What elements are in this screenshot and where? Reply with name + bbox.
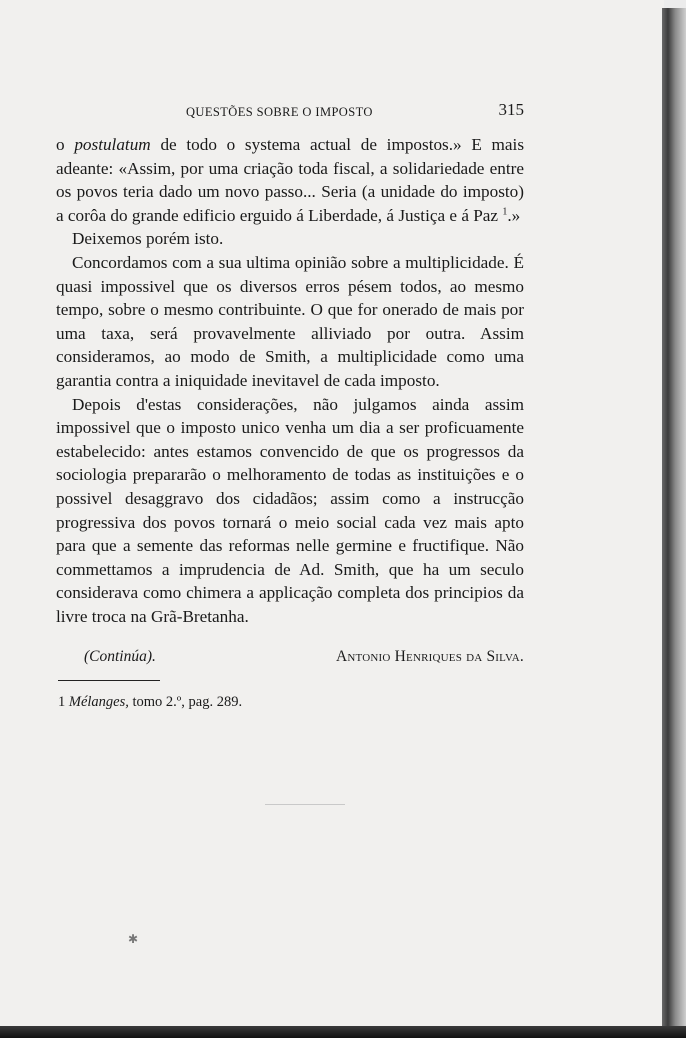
book-binding-edge xyxy=(662,8,686,1038)
p1-close: .» xyxy=(507,205,521,225)
page-number: 315 xyxy=(498,100,524,119)
p1-italic-term: postulatum xyxy=(74,135,151,154)
footnote-rule xyxy=(58,680,160,681)
bleed-through-rule xyxy=(265,804,345,805)
paragraph-1 xyxy=(56,133,524,227)
running-head: QUESTÕES SOBRE O IMPOSTO xyxy=(186,105,373,119)
author-signature: Antonio Henriques da Silva. xyxy=(336,648,524,665)
footnote-reference: 1 xyxy=(502,206,508,218)
paragraph-4: Depois d'estas considerações, não julgamos ainda assim impossivel que o imposto unico venha um dia a ser proficuamente estabelecido: antes estamos convencido de que os progressos da sociologia prepararão o melhoramento de todas as instituições e o possivel desaggravo dos cidadãos; assim como a instrucção progressiva dos povos tornará o meio social cada vez mais apto para que a semente das reformas nelle germine e fructifique. Não commettamos a imprudencia de Ad. Smith, que ha um seculo considerava como chimera a applicação completa dos principios da livre troca na Grã-Bretanha. xyxy=(56,394,524,626)
signature-row xyxy=(56,648,524,670)
footnote-number: 1 xyxy=(58,694,66,710)
p1-word: o xyxy=(56,135,65,154)
paragraph-2: Deixemos porém isto. xyxy=(72,229,224,249)
p1-text: de todo o systema actual de impostos.» E mais adeante: «Assim, por uma criação toda fiscal, a solidariedade entre os povos teria dado um novo passo... Seria (a unidade do imposto) a corôa do grande edificio erguido á Liberdade, á Justiça e á Paz xyxy=(56,135,525,225)
paragraph-3: Concordamos com a sua ultima opinião sobre a multiplicidade. É quasi impossivel que os diversos erros pésem todos, ao mesmo tempo, sobre o mesmo contribuinte. O que for onerado de mais por uma taxa, será provavelmente alliviado por outra. Assim consideramos, ao modo de Smith, a multiplicidade como uma garantia contra a iniquidade inevitavel de cada imposto. xyxy=(56,252,524,390)
page-header xyxy=(56,100,524,124)
main-text xyxy=(56,133,524,628)
page-bottom-edge xyxy=(0,1026,686,1038)
footnote xyxy=(58,694,242,711)
footnote-title: Mélanges, xyxy=(68,694,129,710)
footnote-rest: tomo 2.º, pag. 289. xyxy=(132,694,243,710)
continua-note: (Continúa). xyxy=(84,648,156,665)
ink-speck: ✱ xyxy=(128,932,139,946)
